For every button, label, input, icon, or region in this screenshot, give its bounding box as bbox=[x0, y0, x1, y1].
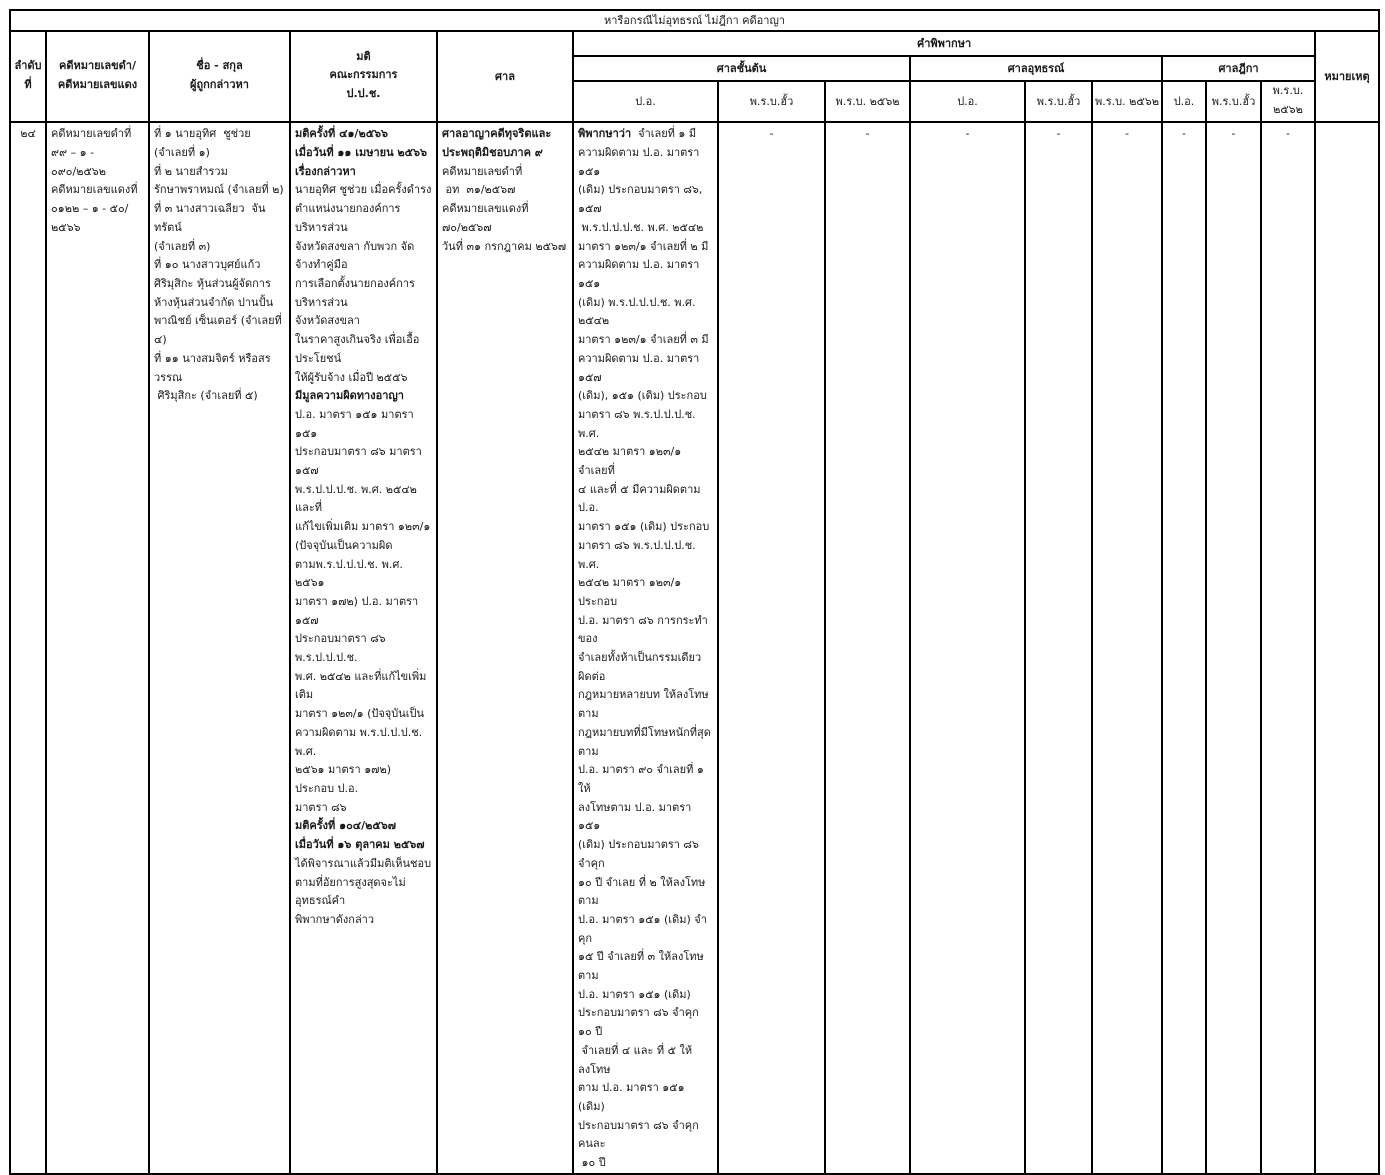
header-po-supreme: ป.อ. bbox=[1162, 81, 1206, 122]
header-court: ศาล bbox=[437, 31, 573, 122]
cell-court: ศาลอาญาคดีทุจริตและ ประพฤติมิชอบภาค ๙ คดีหมายเลขดำที่ อท ๓๑/๒๕๖๗ คดีหมายเลขแดงที่ ๗๐/๒๕๖๗ วันที่ ๓๑ กรกฎาคม ๒๕๖๗ bbox=[437, 122, 573, 1173]
header-po-first: ป.อ. bbox=[573, 81, 718, 122]
cell-appeal-hua: - bbox=[1025, 122, 1092, 1173]
header-court-supreme: ศาลฎีกา bbox=[1162, 56, 1315, 81]
header-remark: หมายเหตุ bbox=[1315, 31, 1379, 122]
header-seq: ลำดับ ที่ bbox=[10, 31, 46, 122]
cell-first-instance-po: พิพากษาว่า จำเลยที่ ๑ มี ความผิดตาม ป.อ. มาตรา ๑๕๑ (เดิม) ประกอบมาตรา ๘๖, ๑๕๗ พ.ร.ป.ป.ป.ช. พ.ศ. ๒๕๔๒ มาตรา ๑๒๓/๑ จำเลยที่ ๒ มี ความผิดตาม ป.อ. มาตรา ๑๕๑ (เดิม) พ.ร.ป.ป.ป.ช. พ.ศ. ๒๕๔๒ มาตรา ๑๒๓/๑ จำเลยที่ ๓ มี ความผิดตาม ป.อ. มาตรา ๑๕๗ (เดิม), ๑๕๑ (เดิม) ประกอบ มาตรา ๘๖ พ.ร.ป.ป.ป.ช. พ.ศ. ๒๕๔๒ มาตรา ๑๒๓/๑ จำเลยที่ ๔ และที่ ๕ มีความผิดตาม ป.อ. มาตรา ๑๕๑ (เดิม) ประกอบ มาตรา ๘๖ พ.ร.ป.ป.ป.ช. พ.ศ. ๒๕๔๒ มาตรา ๑๒๓/๑ ประกอบ ป.อ. มาตรา ๘๖ การกระทำของ จำเลยทั้งห้าเป็นกรรมเดียวผิดต่อ กฎหมายหลายบท ให้ลงโทษตาม กฎหมายบทที่มีโทษหนักที่สุดตาม ป.อ. มาตรา ๙๐ จำเลยที่ ๑ ให้ ลงโทษตาม ป.อ. มาตรา ๑๕๑ (เดิม) ประกอบมาตรา ๘๖ จำคุก ๑๐ ปี จำเลย ที่ ๒ ให้ลงโทษตาม ป.อ. มาตรา ๑๕๑ (เดิม) จำคุก ๑๕ ปี จำเลยที่ ๓ ให้ลงโทษตาม ป.อ. มาตรา ๑๕๑ (เดิม) ประกอบมาตรา ๘๖ จำคุก ๑๐ ปี จำเลยที่ ๔ และ ที่ ๕ ให้ลงโทษ ตาม ป.อ. มาตรา ๑๕๑ (เดิม) ประกอบมาตรา ๘๖ จำคุกคนละ ๑๐ ปี bbox=[573, 122, 718, 1173]
header-accused-names: ชื่อ - สกุล ผู้ถูกกล่าวหา bbox=[149, 31, 290, 122]
header-judgment: คำพิพากษา bbox=[573, 31, 1315, 56]
header-act2562-appeal: พ.ร.บ. ๒๕๖๒ bbox=[1092, 81, 1162, 122]
header-po-appeal: ป.อ. bbox=[910, 81, 1025, 122]
header-hua-supreme: พ.ร.บ.ฮั้ว bbox=[1206, 81, 1261, 122]
header-act2562-supreme: พ.ร.บ. ๒๕๖๒ bbox=[1261, 81, 1315, 122]
cell-seq: ๒๔ bbox=[10, 122, 46, 1173]
cell-supreme-hua: - bbox=[1206, 122, 1261, 1173]
header-nacc-resolution: มติ คณะกรรมการ ป.ป.ช. bbox=[290, 31, 437, 122]
header-case-numbers: คดีหมายเลขดำ/ คดีหมายเลขแดง bbox=[46, 31, 149, 122]
cell-remark bbox=[1315, 122, 1379, 1173]
table-title: หารือกรณีไม่อุทธรณ์ ไม่ฎีกา คดีอาญา bbox=[10, 10, 1379, 31]
header-court-appeal: ศาลอุทธรณ์ bbox=[910, 56, 1162, 81]
header-hua-appeal: พ.ร.บ.ฮั้ว bbox=[1025, 81, 1092, 122]
cell-accused-names: ที่ ๑ นายอุทิศ ชูช่วย (จำเลยที่ ๑) ที่ ๒ นายสำรวม รักษาพราหมณ์ (จำเลยที่ ๒) ที่ ๓ นางสาวเฉลียว จันทรัตน์ (จำเลยที่ ๓) ที่ ๑๐ นางสาวบุศย์แก้ว ศิริมุสิกะ หุ้นส่วนผู้จัดการ ห้างหุ้นส่วนจำกัด ปานปั้น พาณิชย์ เซ็นเตอร์ (จำเลยที่ ๔) ที่ ๑๑ นางสมจิตร์ หรือสรวรรณ ศิริมุสิกะ (จำเลยที่ ๕) bbox=[149, 122, 290, 1173]
cell-first-instance-act2562: - bbox=[825, 122, 910, 1173]
cell-first-instance-hua: - bbox=[718, 122, 825, 1173]
cell-supreme-po: - bbox=[1162, 122, 1206, 1173]
cell-case-numbers: คดีหมายเลขดำที่ ๙๙ – ๑ - ๐๙๐/๒๕๖๒ คดีหมายเลขแดงที่ ๐๑๒๒ – ๑ - ๕๐/ ๒๕๖๖ bbox=[46, 122, 149, 1173]
cell-appeal-act2562: - bbox=[1092, 122, 1162, 1173]
case-table bbox=[9, 9, 1380, 1175]
header-act2562-first: พ.ร.บ. ๒๕๖๒ bbox=[825, 81, 910, 122]
cell-supreme-act2562: - bbox=[1261, 122, 1315, 1173]
cell-appeal-po: - bbox=[910, 122, 1025, 1173]
header-court-first-instance: ศาลชั้นต้น bbox=[573, 56, 910, 81]
cell-nacc-resolution: มติครั้งที่ ๔๑/๒๕๖๖ เมื่อวันที่ ๑๑ เมษายน ๒๕๖๖ เรื่องกล่าวหา นายอุทิศ ชูช่วย เมื่อครั้งดำรง ตำแหน่งนายกองค์การ บริหารส่วน จังหวัดสงขลา กับพวก จัดจ้างทำคู่มือ การเลือกตั้งนายกองค์การบริหารส่วน จังหวัดสงขลา ในราคาสูงเกินจริง เพื่อเอื้อประโยชน์ ให้ผู้รับจ้าง เมื่อปี ๒๕๕๖ มีมูลความผิดทางอาญา ป.อ. มาตรา ๑๕๑ มาตรา ๑๕๑ ประกอบมาตรา ๘๖ มาตรา ๑๕๗ พ.ร.ป.ป.ป.ช. พ.ศ. ๒๕๔๒ และที่ แก้ไขเพิ่มเติม มาตรา ๑๒๓/๑ (ปัจจุบันเป็นความผิด ตามพ.ร.ป.ป.ป.ช. พ.ศ. ๒๕๖๑ มาตรา ๑๗๒) ป.อ. มาตรา ๑๕๗ ประกอบมาตรา ๘๖ พ.ร.ป.ป.ป.ช. พ.ศ. ๒๕๔๒ และที่แก้ไขเพิ่มเติม มาตรา ๑๒๓/๑ (ปัจจุบันเป็น ความผิดตาม พ.ร.ป.ป.ป.ช. พ.ศ. ๒๕๖๑ มาตรา ๑๗๒) ประกอบ ป.อ. มาตรา ๘๖ มติครั้งที่ ๑๐๔/๒๕๖๗ เมื่อวันที่ ๑๖ ตุลาคม ๒๕๖๗ ได้พิจารณาแล้วมีมติเห็นชอบ ตามที่อัยการสูงสุดจะไม่อุทธรณ์คำ พิพากษาดังกล่าว bbox=[290, 122, 437, 1173]
header-hua-first: พ.ร.บ.ฮั้ว bbox=[718, 81, 825, 122]
